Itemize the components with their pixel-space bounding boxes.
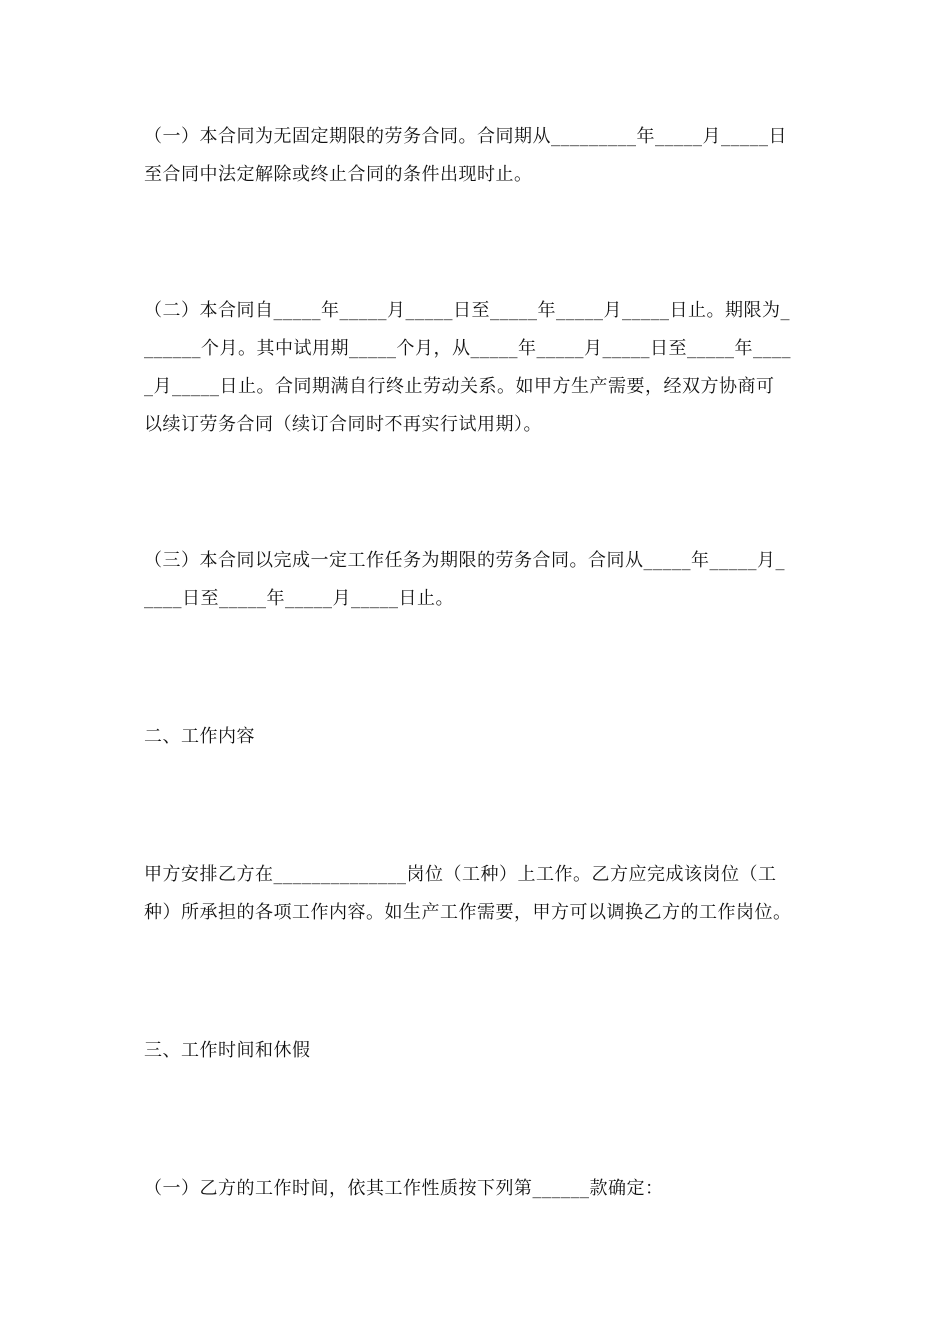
text-line: 种）所承担的各项工作内容。如生产工作需要，甲方可以调换乙方的工作岗位。	[144, 902, 792, 923]
section-heading-work-hours	[144, 1032, 808, 1070]
text-line: （一）乙方的工作时间，依其工作性质按下列第______款确定：	[144, 1178, 664, 1199]
text-line: _月_____日止。合同期满自行终止劳动关系。如甲方生产需要，经双方协商可	[144, 376, 775, 397]
section-heading-work-content	[144, 718, 808, 756]
section-heading: 三、工作时间和休假	[144, 1040, 311, 1061]
section-heading: 二、工作内容	[144, 726, 255, 747]
text-line: （一）本合同为无固定期限的劳务合同。合同期从_________年_____月_____日	[144, 126, 787, 147]
contract-term-clause-3	[144, 542, 808, 618]
text-line: ____日至_____年_____月_____日止。	[144, 588, 454, 609]
work-hours-clause-1	[144, 1170, 808, 1208]
text-line: （二）本合同自_____年_____月_____日至_____年_____月_____日止。期限为_	[144, 300, 790, 321]
contract-term-clause-1	[144, 118, 808, 194]
text-line: 甲方安排乙方在______________岗位（工种）上工作。乙方应完成该岗位（工	[144, 864, 777, 885]
text-line: 至合同中法定解除或终止合同的条件出现时止。	[144, 164, 533, 185]
text-line: 以续订劳务合同（续订合同时不再实行试用期）。	[144, 414, 542, 435]
text-line: ______个月。其中试用期_____个月，从_____年_____月_____日至_____年____	[144, 338, 791, 359]
work-content-clause	[144, 856, 808, 932]
contract-term-clause-2	[144, 292, 808, 444]
text-line: （三）本合同以完成一定工作任务为期限的劳务合同。合同从_____年_____月_	[144, 550, 785, 571]
